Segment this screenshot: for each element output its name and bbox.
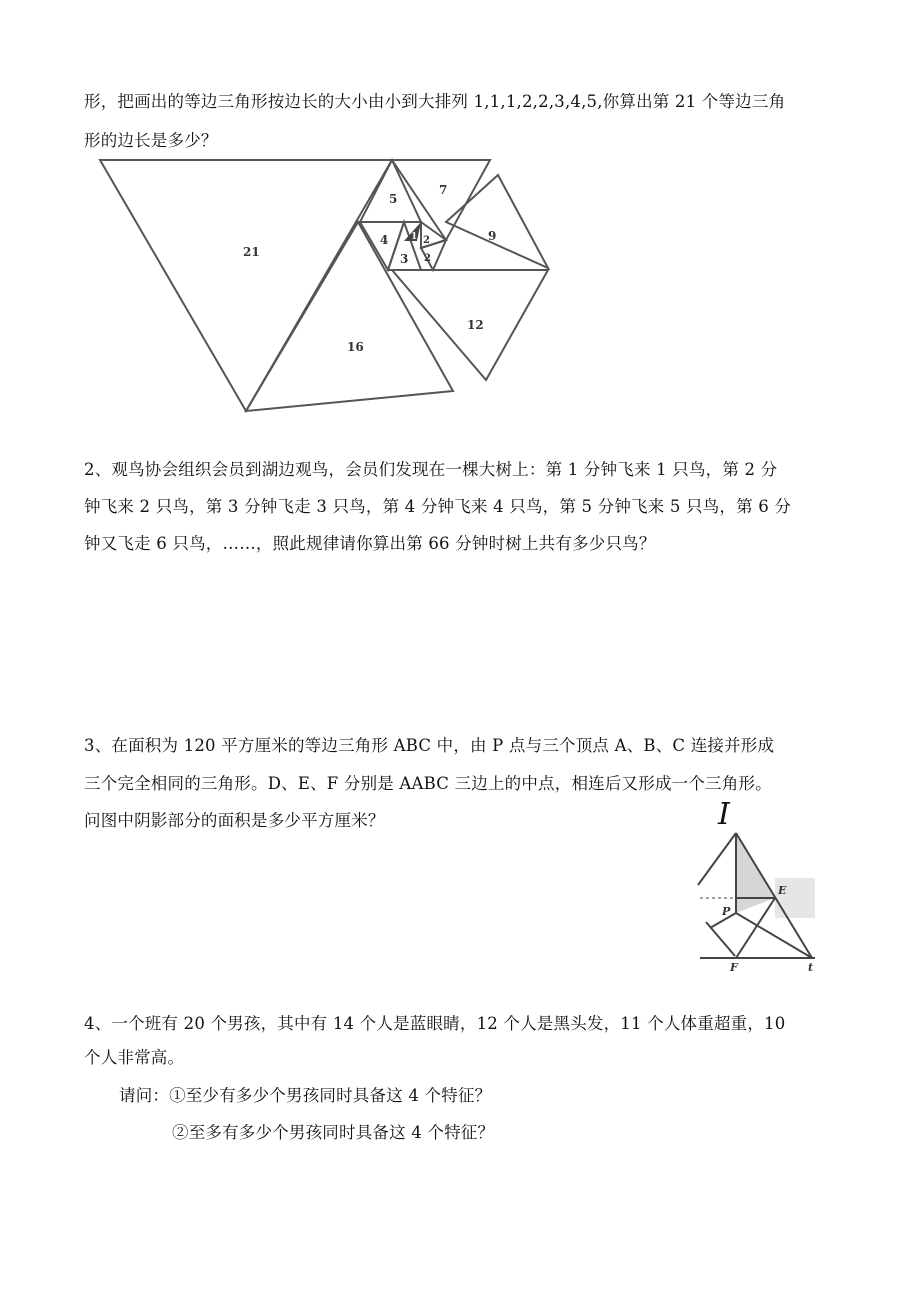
label-2a: 2 — [423, 235, 430, 246]
shaded-region — [736, 833, 775, 913]
q3-line-1: 3、在面积为 120 平方厘米的等边三角形 ABC 中，由 P 点与三个顶点 A、B、C 连接并形成 — [84, 736, 775, 755]
q3-line-2: 三个完全相同的三角形。D、E、F 分别是 AABC 三边上的中点，相连后又形成一个三角形。 — [84, 774, 772, 793]
q2-line-2: 钟飞来 2 只鸟，第 3 分钟飞走 3 只鸟，第 4 分钟飞来 4 只鸟，第 5 分钟飞来 5 只鸟，第 6 分 — [84, 497, 792, 516]
label-16: 16 — [347, 340, 364, 354]
label-1: 1 — [411, 232, 418, 242]
q1-line-2: 形的边长是多少？ — [84, 131, 218, 150]
q4-ask-2: ②至多有多少个男孩同时具备这 4 个特征？ — [172, 1123, 495, 1142]
q4-line-1: 4、一个班有 20 个男孩，其中有 14 个人是蓝眼睛，12 个人是黑头发，11 个人体重超重，10 — [84, 1014, 786, 1033]
q4-line-2: 个人非常高。 — [84, 1048, 185, 1067]
q1-line-1: 形，把画出的等边三角形按边长的大小由小到大排列 1,1,1,2,2,3,4,5,你算出第 21 个等边三角 — [84, 92, 786, 111]
q4-ask-1: 请问：①至少有多少个男孩同时具备这 4 个特征？ — [119, 1086, 492, 1105]
label-21: 21 — [243, 245, 260, 259]
label-3: 3 — [400, 252, 409, 266]
label-9: 9 — [488, 229, 497, 243]
shaded-triangle-figure — [695, 795, 820, 975]
label-top-vertex: I — [718, 797, 730, 832]
label-corner: t — [808, 961, 814, 974]
q2-line-1: 2、观鸟协会组织会员到湖边观鸟，会员们发现在一棵大树上：第 1 分钟飞来 1 只鸟，第 2 分 — [84, 460, 778, 479]
triangle-spiral-figure — [90, 150, 560, 415]
label-2b: 2 — [424, 253, 431, 264]
q2-line-3: 钟又飞走 6 只鸟，……，照此规律请你算出第 66 分钟时树上共有多少只鸟？ — [84, 534, 656, 553]
triangle-21 — [100, 160, 392, 411]
label-7: 7 — [439, 183, 448, 197]
label-12: 12 — [467, 318, 484, 332]
triangle-9 — [446, 175, 548, 268]
label-e: E — [778, 884, 787, 897]
label-5: 5 — [389, 192, 398, 206]
q3-line-3: 问图中阴影部分的面积是多少平方厘米？ — [84, 811, 385, 830]
label-p: P — [722, 905, 731, 918]
label-f: F — [730, 961, 738, 974]
label-4: 4 — [380, 233, 389, 247]
